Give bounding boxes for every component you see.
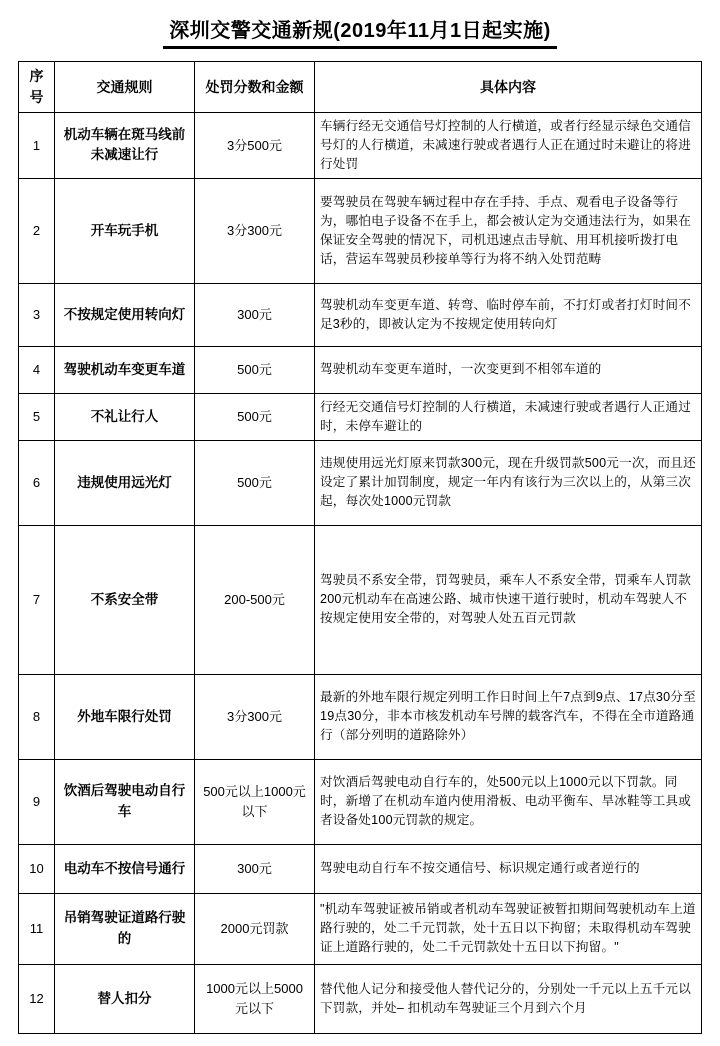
table-row [19,964,702,1033]
table-row [19,178,702,283]
row-number: 8 [19,674,55,759]
column-header-no: 序号 [19,62,55,113]
row-detail: 违规使用远光灯原来罚款300元，现在升级罚款500元一次，而且还设定了累计加罚制度，规定一年内有该行为三次以上的，从第三次起，每次处1000元罚款 [315,440,702,525]
row-detail: 要驾驶员在驾驶车辆过程中存在手持、手点、观看电子设备等行为，哪怕电子设备不在手上，都会被认定为交通违法行为，如果在保证安全驾驶的情况下，司机迅速点击导航、用耳机接听拨打电话，营运车驾驶员秒接单等行为将不纳入处罚范畴 [315,178,702,283]
table-row [19,893,702,964]
row-detail: 驾驶员不系安全带，罚驾驶员，乘车人不系安全带，罚乘车人罚款200元机动车在高速公路、城市快速干道行驶时，机动车驾驶人不按规定使用安全带的，对驾驶人处五百元罚款 [315,525,702,674]
row-detail: 替代他人记分和接受他人替代记分的，分别处一千元以上五千元以下罚款，并处– 扣机动车驾驶证三个月到六个月 [315,964,702,1033]
row-detail: 车辆行经无交通信号灯控制的人行横道，或者行经显示绿色交通信号灯的人行横道，未减速行驶或者遇行人正在通过时未避让的将进行处罚 [315,113,702,179]
table-row [19,113,702,179]
row-detail: 驾驶机动车变更车道、转弯、临时停车前，不打灯或者打灯时间不足3秒的，即被认定为不按规定使用转向灯 [315,283,702,346]
row-rule: 吊销驾驶证道路行驶的 [55,893,195,964]
column-header-rule: 交通规则 [55,62,195,113]
row-number: 9 [19,759,55,844]
table-row [19,844,702,893]
row-penalty: 500元 [195,440,315,525]
table-row [19,393,702,440]
row-rule: 不按规定使用转向灯 [55,283,195,346]
table-body [19,113,702,1034]
row-number: 2 [19,178,55,283]
row-rule: 开车玩手机 [55,178,195,283]
row-rule: 外地车限行处罚 [55,674,195,759]
row-penalty: 500元以上1000元以下 [195,759,315,844]
row-number: 1 [19,113,55,179]
row-rule: 驾驶机动车变更车道 [55,346,195,393]
row-rule: 机动车辆在斑马线前未减速让行 [55,113,195,179]
row-penalty: 3分300元 [195,178,315,283]
traffic-rules-table [18,61,702,1034]
table-row [19,759,702,844]
row-detail: "机动车驾驶证被吊销或者机动车驾驶证被暂扣期间驾驶机动车上道路行驶的，处二千元罚款，处十五日以下拘留；未取得机动车驾驶证上道路行驶的，处二千元罚款处十五日以下拘留。" [315,893,702,964]
table-row [19,440,702,525]
row-penalty: 3分500元 [195,113,315,179]
row-number: 6 [19,440,55,525]
row-penalty: 3分300元 [195,674,315,759]
row-number: 7 [19,525,55,674]
row-rule: 违规使用远光灯 [55,440,195,525]
table-row [19,283,702,346]
row-detail: 对饮酒后驾驶电动自行车的，处500元以上1000元以下罚款。同时，新增了在机动车道内使用滑板、电动平衡车、旱冰鞋等工具或者设备处100元罚款的规定。 [315,759,702,844]
row-detail: 最新的外地车限行规定列明工作日时间上午7点到9点、17点30分至19点30分，非本市核发机动车号牌的载客汽车，不得在全市道路通行（部分列明的道路除外） [315,674,702,759]
row-penalty: 200-500元 [195,525,315,674]
table-row [19,525,702,674]
row-penalty: 500元 [195,393,315,440]
table-header [19,62,702,113]
row-penalty: 300元 [195,844,315,893]
row-rule: 不礼让行人 [55,393,195,440]
row-detail: 行经无交通信号灯控制的人行横道，未减速行驶或者遇行人正通过时，未停车避让的 [315,393,702,440]
row-detail: 驾驶机动车变更车道时，一次变更到不相邻车道的 [315,346,702,393]
row-penalty: 1000元以上5000元以下 [195,964,315,1033]
row-number: 3 [19,283,55,346]
row-rule: 替人扣分 [55,964,195,1033]
row-number: 5 [19,393,55,440]
row-rule: 不系安全带 [55,525,195,674]
column-header-detail: 具体内容 [315,62,702,113]
row-rule: 饮酒后驾驶电动自行车 [55,759,195,844]
row-penalty: 300元 [195,283,315,346]
row-rule: 电动车不按信号通行 [55,844,195,893]
row-number: 12 [19,964,55,1033]
column-header-penalty: 处罚分数和金额 [195,62,315,113]
page-title: 深圳交警交通新规(2019年11月1日起实施) [163,16,557,49]
row-number: 10 [19,844,55,893]
table-row [19,346,702,393]
document-title-bar [18,16,702,49]
row-number: 4 [19,346,55,393]
row-penalty: 500元 [195,346,315,393]
table-row [19,674,702,759]
row-detail: 驾驶电动自行车不按交通信号、标识规定通行或者逆行的 [315,844,702,893]
row-penalty: 2000元罚款 [195,893,315,964]
row-number: 11 [19,893,55,964]
table-header-row [19,62,702,113]
